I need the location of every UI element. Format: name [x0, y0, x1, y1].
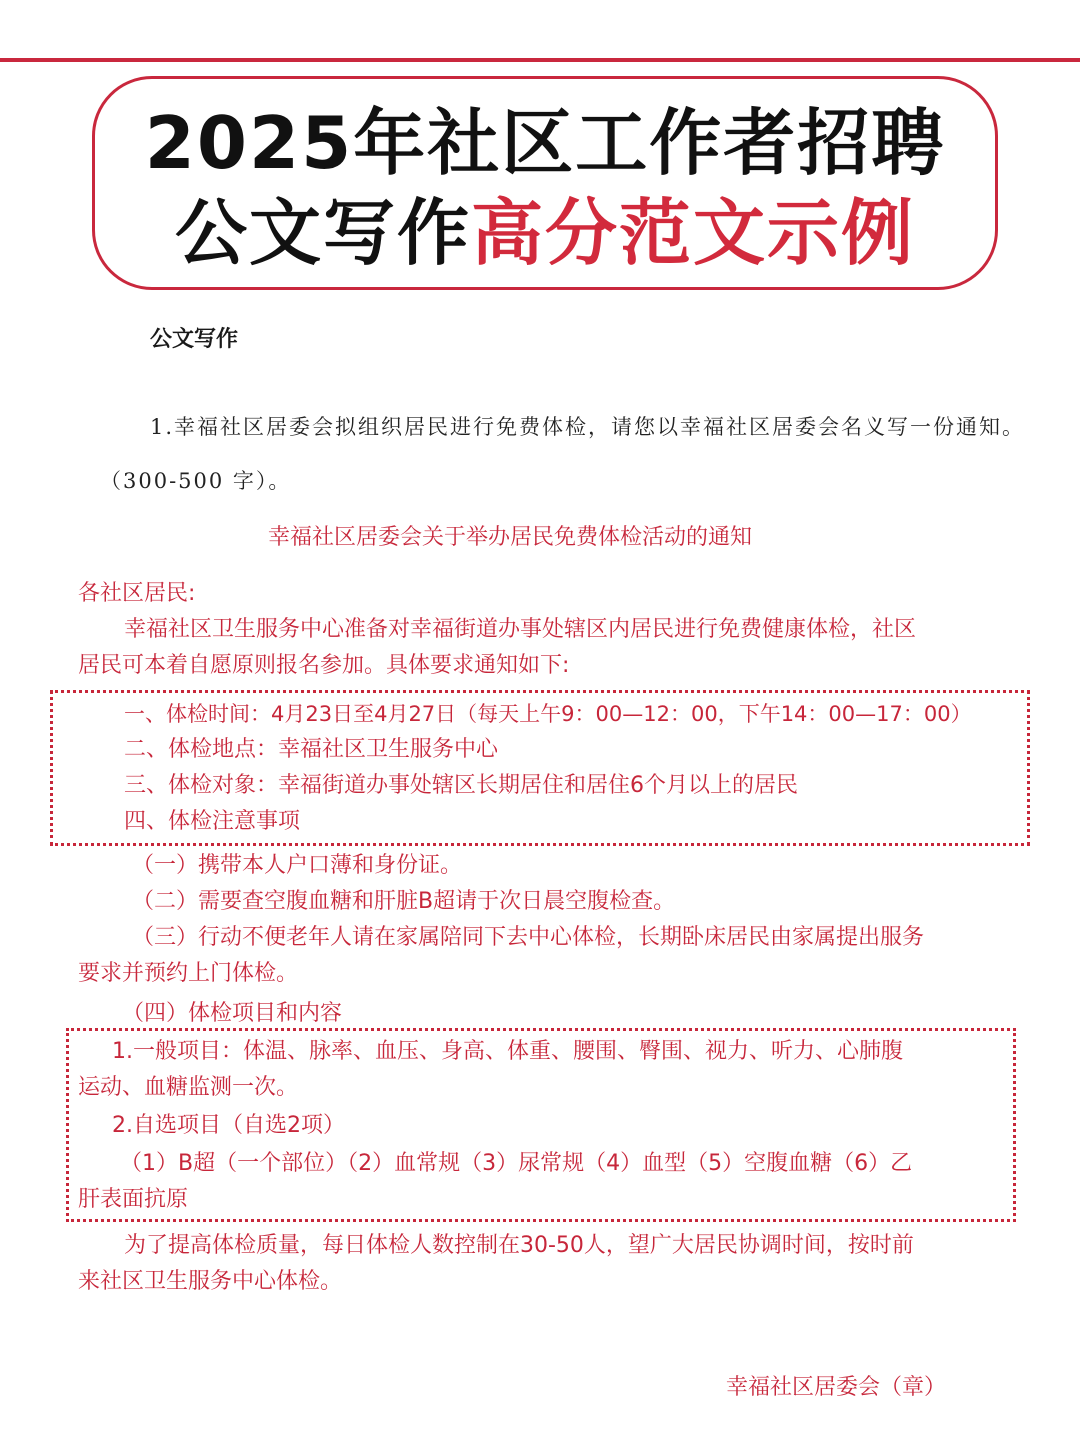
precaution-2: （二）需要查空腹血糖和肝脏B超请于次日晨空腹检查。: [132, 889, 676, 914]
precaution-3-line-1: （三）行动不便老年人请在家属陪同下去中心体检，长期卧床居民由家属提出服务: [132, 925, 925, 950]
title-line-1: 2025年社区工作者招聘: [144, 101, 946, 185]
notice-intro-line-2: 居民可本着自愿原则报名参加。具体要求通知如下:: [78, 653, 570, 678]
title-line-2-red: 高分范文示例: [471, 191, 916, 275]
closing-line-2: 来社区卫生服务中心体检。: [78, 1269, 343, 1294]
notice-item-precautions: 四、体检注意事项: [124, 809, 301, 834]
signature: 幸福社区居委会（章）: [726, 1375, 947, 1400]
notice-salutation: 各社区居民:: [78, 581, 196, 606]
title-line-2: [95, 191, 995, 275]
precaution-3-line-2: 要求并预约上门体检。: [78, 961, 299, 986]
notice-item-target: 三、体检对象：幸福街道办事处辖区长期居住和居住6个月以上的居民: [124, 773, 798, 798]
precaution-1: （一）携带本人户口薄和身份证。: [132, 853, 463, 878]
project-general-line-1: 1.一般项目：体温、脉率、血压、身高、体重、腰围、臀围、视力、听力、心肺腹: [112, 1039, 903, 1064]
project-optional-list-line-1: （1）B超（一个部位）（2）血常规（3）尿常规（4）血型（5）空腹血糖（6）乙: [120, 1151, 913, 1176]
notice-item-time: 一、体检时间：4月23日至4月27日（每天上午9：00—12：00，下午14：00—17：00）: [124, 702, 972, 726]
title-line-2-black: 公文写作: [174, 191, 471, 275]
top-divider-line: [0, 58, 1080, 62]
closing-line-1: 为了提高体检质量，每日体检人数控制在30-50人，望广大居民协调时间，按时前: [124, 1233, 914, 1258]
section-label: 公文写作: [150, 327, 239, 352]
project-optional-list-line-2: 肝表面抗原: [78, 1187, 189, 1212]
project-optional: 2.自选项目（自选2项）: [112, 1113, 345, 1138]
title-banner: [92, 76, 998, 290]
notice-item-location: 二、体检地点：幸福社区卫生服务中心: [124, 737, 499, 762]
notice-title: 幸福社区居委会关于举办居民免费体检活动的通知: [267, 525, 752, 550]
notice-intro-line-1: 幸福社区卫生服务中心准备对幸福街道办事处辖区内居民进行免费健康体检，社区: [124, 617, 917, 642]
project-general-line-2: 运动、血糖监测一次。: [78, 1075, 299, 1100]
question-text: 1.幸福社区居委会拟组织居民进行免费体检，请您以幸福社区居委会名义写一份通知。（300-500 字）。: [100, 415, 1026, 493]
precaution-4: （四）体检项目和内容: [122, 1001, 343, 1026]
